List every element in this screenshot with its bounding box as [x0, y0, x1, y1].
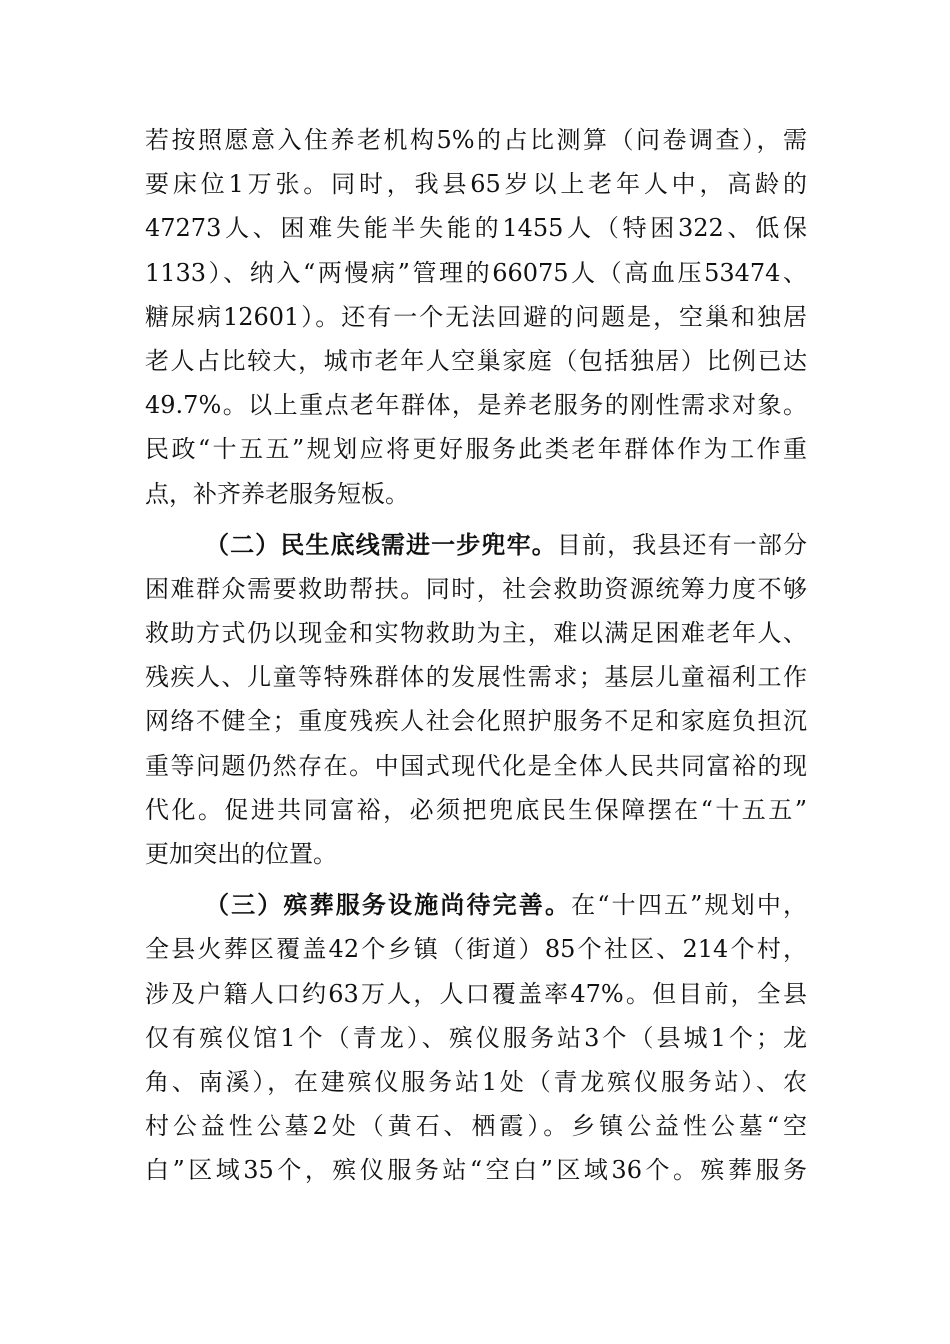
paragraph-funeral-services: [145, 883, 807, 1192]
section-heading: （三）殡葬服务设施尚待完善。: [205, 890, 572, 920]
document-page: [145, 118, 807, 1200]
text-line: 47273人、困难失能半失能的1455人（特困322、低保: [145, 214, 807, 243]
text-line: 网络不健全；重度残疾人社会化照护服务不足和家庭负担沉: [145, 707, 807, 736]
text-line: 白”区域35个，殡仪服务站“空白”区域36个。殡葬服务: [145, 1156, 807, 1185]
text-line: 更加突出的位置。: [145, 840, 337, 868]
text-line: 代化。促进共同富裕，必须把兜底民生保障摆在“十五五”: [145, 795, 807, 824]
text-line: 49.7%。以上重点老年群体，是养老服务的刚性需求对象。: [145, 391, 807, 420]
section-heading: （二）民生底线需进一步兜牢。: [205, 529, 557, 559]
text-line: 困难群众需要救助帮扶。同时，社会救助资源统筹力度不够: [145, 574, 807, 603]
text-line: 民政“十五五”规划应将更好服务此类老年群体作为工作重: [145, 435, 807, 464]
text-line: 残疾人、儿童等特殊群体的发展性需求；基层儿童福利工作: [145, 663, 807, 692]
text-line: 村公益性公墓2处（黄石、栖霞）。乡镇公益性公墓“空: [145, 1112, 807, 1141]
text-line: 老人占比较大，城市老年人空巢家庭（包括独居）比例已达: [145, 346, 807, 375]
text-line: 重等问题仍然存在。中国式现代化是全体人民共同富裕的现: [145, 751, 807, 780]
text-line: 点，补齐养老服务短板。: [145, 479, 409, 508]
text-line: 涉及户籍人口约63万人，人口覆盖率47%。但目前，全县: [145, 979, 807, 1008]
text-line: 若按照愿意入住养老机构5%的占比测算（问卷调查），需: [145, 126, 807, 154]
text-line: [145, 883, 807, 927]
paragraph-elderly-care: [145, 118, 807, 516]
text-line: 仅有殡仪馆1个（青龙）、殡仪服务站3个（县城1个；龙: [145, 1023, 807, 1052]
paragraph-livelihood: [145, 523, 807, 877]
text-line: 角、南溪），在建殡仪服务站1处（青龙殡仪服务站）、农: [145, 1067, 807, 1096]
text-span: 在“十四五”规划中，: [571, 891, 807, 920]
text-line: 要床位1万张。同时，我县65岁以上老年人中，高龄的: [145, 170, 807, 199]
text-line: 救助方式仍以现金和实物救助为主，难以满足困难老年人、: [145, 619, 807, 648]
text-line: 糖尿病12601）。还有一个无法回避的问题是，空巢和独居: [145, 302, 807, 331]
text-line: [145, 523, 807, 567]
text-line: 1133）、纳入“两慢病”管理的66075人（高血压53474、: [145, 258, 807, 287]
text-line: 全县火葬区覆盖42个乡镇（街道）85个社区、214个村，: [145, 935, 807, 964]
text-span: 目前，我县还有一部分: [556, 530, 808, 559]
